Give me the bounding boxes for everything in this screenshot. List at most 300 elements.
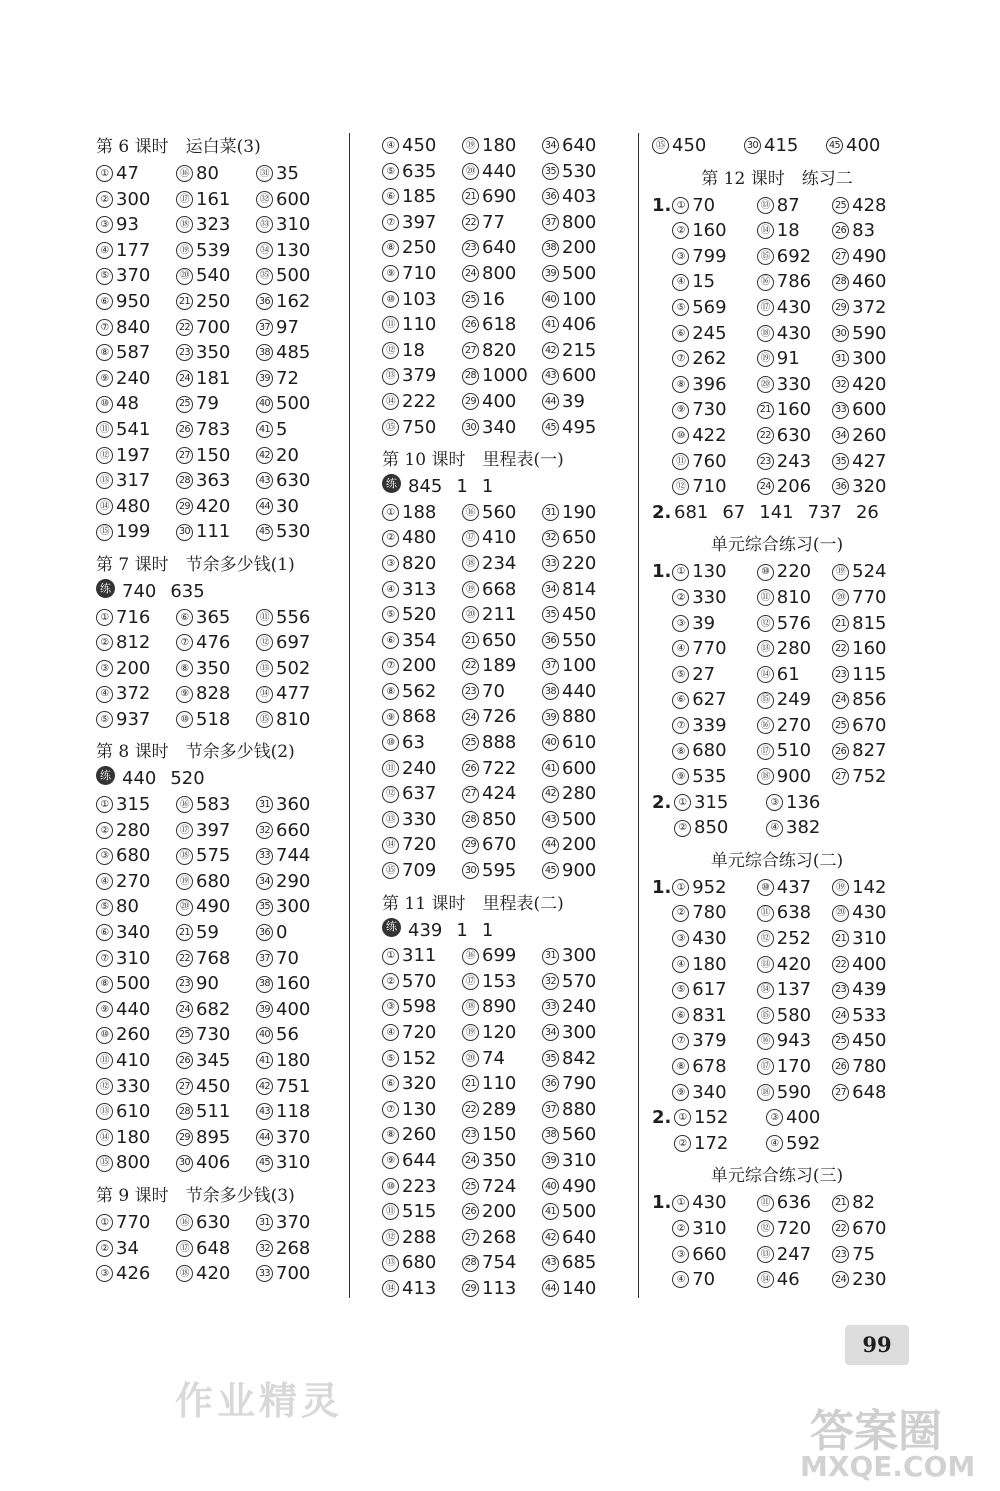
answer-value: 815 (852, 612, 887, 634)
item-number: ⑭ (96, 498, 113, 515)
answer-cell (832, 1267, 902, 1293)
answer-cell (176, 630, 256, 656)
answer-cell (176, 1074, 256, 1100)
answer-value: 290 (276, 870, 311, 892)
answer-row (652, 133, 902, 159)
answer-row (652, 815, 902, 841)
answer-cell (176, 946, 256, 972)
question-number (652, 372, 672, 398)
item-number: ④ (672, 274, 689, 291)
answer-value: 752 (852, 766, 887, 788)
answer-value: 790 (562, 1073, 597, 1095)
answer-cell (256, 315, 326, 341)
item-number: 29 (176, 1129, 193, 1146)
answer-row (96, 238, 326, 264)
answer-value: 142 (852, 876, 887, 898)
item-number: 23 (462, 1127, 479, 1144)
answer-cell (462, 159, 542, 185)
answer-value: 310 (692, 1217, 727, 1239)
item-number: 22 (832, 1220, 849, 1237)
question-number (652, 218, 672, 244)
answer-cell (176, 1261, 256, 1287)
answer-row (382, 389, 612, 415)
answer-cell (382, 338, 462, 364)
answer-row (96, 946, 326, 972)
item-number: ⑬ (757, 640, 774, 657)
answer-value: 26 (855, 501, 879, 523)
answer-cell (757, 397, 832, 423)
item-number: ⑱ (462, 555, 479, 572)
answer-value: 340 (482, 416, 517, 438)
answer-value: 943 (776, 1030, 812, 1052)
answer-cell (542, 1250, 612, 1276)
answer-value: 720 (402, 834, 437, 856)
answer-value: 270 (116, 870, 151, 892)
answer-cell (256, 391, 326, 417)
item-number: ⑨ (382, 709, 399, 726)
answer-row (382, 756, 612, 782)
answer-row (96, 1125, 326, 1151)
answer-value: 800 (116, 1152, 151, 1174)
answer-cell (832, 559, 902, 585)
item-number: ⑪ (757, 905, 774, 922)
answer-cell (832, 738, 902, 764)
answer-value: 249 (776, 689, 812, 711)
answer-value: 270 (776, 714, 812, 736)
answer-value: 490 (562, 1175, 597, 1197)
answer-value: 153 (482, 970, 517, 992)
answer-cell (96, 1048, 176, 1074)
answer-value: 75 (852, 1243, 876, 1265)
answer-value: 200 (116, 657, 151, 679)
item-number: 27 (176, 447, 193, 464)
answer-value: 360 (276, 794, 311, 816)
answer-value: 18 (402, 339, 425, 361)
item-number: ⑫ (672, 478, 689, 495)
answer-value: 410 (116, 1050, 151, 1071)
item-number: 29 (176, 498, 193, 515)
answer-cell (176, 920, 256, 946)
answer-cell (672, 474, 757, 500)
answer-cell (757, 611, 832, 637)
answer-value: 786 (776, 271, 812, 293)
item-number: ② (96, 1240, 113, 1257)
item-number: 33 (542, 555, 559, 572)
answer-value: 130 (276, 239, 311, 261)
answer-cell (826, 133, 902, 159)
answer-cell (176, 289, 256, 315)
answer-value: 379 (402, 365, 437, 387)
answer-value: 937 (116, 708, 151, 730)
item-number: 21 (832, 1195, 849, 1212)
item-number: 35 (832, 453, 849, 470)
item-number: 23 (832, 666, 849, 683)
item-number: ⑱ (757, 325, 774, 342)
answer-cell (832, 1216, 902, 1242)
answer-row (382, 807, 612, 833)
answer-cell (176, 161, 256, 187)
item-number: ⑧ (382, 683, 399, 700)
answer-cell (96, 1074, 176, 1100)
answer-value: 569 (692, 296, 727, 318)
item-number: 26 (462, 316, 479, 333)
answer-value: 670 (852, 1217, 887, 1239)
answer-cell (256, 1099, 326, 1125)
answer-cell (382, 363, 462, 389)
answer-value: 372 (116, 683, 151, 705)
answer-row (382, 994, 612, 1020)
answer-value: 770 (852, 586, 887, 608)
item-number: ⑰ (462, 530, 479, 547)
answer-value: 430 (692, 928, 727, 950)
answer-cell (382, 807, 462, 833)
answer-value: 400 (786, 1107, 821, 1129)
answer-row (96, 212, 326, 238)
answer-value: 340 (692, 1081, 727, 1103)
answer-cell (176, 707, 256, 733)
answer-cell (542, 943, 612, 969)
item-number: 25 (832, 1033, 849, 1050)
item-number: 21 (462, 632, 479, 649)
answer-cell (96, 1150, 176, 1176)
answer-row (96, 443, 326, 469)
answer-value: 74 (482, 1047, 505, 1069)
answer-row (96, 1236, 326, 1262)
item-number: 39 (542, 1152, 559, 1169)
item-number: ② (382, 973, 399, 990)
answer-cell (176, 894, 256, 920)
item-number: ⑪ (757, 1195, 774, 1212)
answer-value: 426 (116, 1263, 151, 1285)
answer-cell (96, 1210, 176, 1236)
answer-value: 289 (482, 1098, 517, 1120)
answer-cell (256, 289, 326, 315)
answer-value: 636 (776, 1192, 812, 1214)
answer-value: 311 (402, 945, 437, 967)
item-number: 37 (542, 658, 559, 675)
practice-icon: 练 (96, 579, 115, 598)
item-number: ⑧ (96, 344, 113, 361)
item-number: ⑬ (256, 660, 273, 677)
item-number: ① (672, 1195, 689, 1212)
answer-value: 63 (402, 732, 425, 754)
item-number: 45 (542, 419, 559, 436)
answer-value: 59 (196, 922, 219, 944)
item-number: 26 (832, 222, 849, 239)
section-title: 第 7 课时 节余多少钱(1) (96, 554, 295, 575)
answer-value: 630 (196, 1211, 231, 1233)
answer-cell (672, 713, 757, 739)
item-number: ⑬ (757, 197, 774, 214)
item-number: ① (96, 165, 113, 182)
answer-cell (672, 559, 757, 585)
item-number: 33 (256, 1265, 273, 1282)
answer-value: 220 (776, 561, 812, 583)
item-number: ① (672, 564, 689, 581)
answer-value: 323 (196, 214, 231, 236)
answer-value: 678 (692, 1056, 727, 1077)
answer-value: 490 (852, 245, 887, 267)
item-number: 21 (832, 615, 849, 632)
answer-cell (176, 315, 256, 341)
item-number: ⑲ (462, 1024, 479, 1041)
answer-cell (462, 679, 542, 705)
answer-value: 317 (116, 470, 151, 492)
item-number: ⑲ (832, 564, 849, 581)
answer-cell (757, 346, 832, 372)
practice-icon: 练 (96, 766, 115, 785)
answer-row (382, 1250, 612, 1276)
watermark: 答案圈 (810, 1406, 942, 1457)
answer-value: 682 (196, 998, 231, 1020)
answer-value: 18 (776, 220, 800, 242)
answer-cell (382, 1276, 462, 1302)
answer-value: 480 (116, 495, 151, 517)
answer-cell (256, 519, 326, 545)
answer-cell (462, 363, 542, 389)
item-number: ② (672, 905, 689, 922)
item-number: ⑧ (176, 660, 193, 677)
answer-cell (462, 628, 542, 654)
answer-row (382, 1174, 612, 1200)
item-number: ⑩ (382, 734, 399, 751)
answer-row (382, 679, 612, 705)
answer-value: 365 (196, 606, 231, 628)
answer-row (652, 1105, 902, 1131)
answer-value: 952 (692, 876, 727, 898)
answer-value: 160 (776, 399, 812, 421)
answer-value: 699 (482, 945, 517, 967)
answer-cell (256, 818, 326, 844)
item-number: ⑫ (382, 1229, 399, 1246)
item-number: ⑳ (757, 376, 774, 393)
answer-value: 726 (482, 706, 517, 728)
answer-value: 710 (692, 476, 727, 498)
answer-value: 524 (852, 561, 887, 583)
item-number: 31 (832, 350, 849, 367)
answer-value: 730 (196, 1024, 231, 1046)
answer-cell (96, 391, 176, 417)
item-number: ⑥ (176, 609, 193, 626)
item-number: 35 (542, 1050, 559, 1067)
answer-cell (462, 577, 542, 603)
answer-value: 888 (482, 732, 517, 754)
answer-row (96, 818, 326, 844)
answer-cell (542, 577, 612, 603)
answer-cell (672, 346, 757, 372)
answer-cell (96, 818, 176, 844)
answer-value: 587 (116, 342, 151, 364)
answer-cell (382, 133, 462, 159)
item-number: 29 (462, 837, 479, 854)
answer-cell (256, 1261, 326, 1287)
answer-value: 750 (402, 416, 437, 438)
answer-row (382, 133, 612, 159)
item-number: 38 (542, 1127, 559, 1144)
answer-value: 370 (116, 265, 151, 287)
item-number: ⑦ (176, 634, 193, 651)
answer-cell (96, 707, 176, 733)
answer-row (382, 210, 612, 236)
answer-row (382, 969, 612, 995)
answer-value: 141 (759, 501, 794, 523)
answer-cell (542, 415, 612, 441)
item-number: 25 (176, 1027, 193, 1044)
answer-cell (462, 415, 542, 441)
answer-value: 720 (776, 1217, 812, 1239)
answer-value: 190 (562, 501, 597, 523)
item-number: ⑳ (176, 268, 193, 285)
answer-value: 814 (562, 578, 597, 600)
answer-cell (96, 238, 176, 264)
answer-row (652, 449, 902, 475)
answer-row (96, 187, 326, 213)
answer-value: 180 (116, 1126, 151, 1148)
answer-row (96, 494, 326, 520)
item-number: 27 (832, 248, 849, 265)
item-number: 40 (542, 734, 559, 751)
answer-cell (757, 295, 832, 321)
answer-cell (462, 756, 542, 782)
answer-value: 660 (692, 1243, 727, 1265)
answer-value: 310 (562, 1149, 597, 1171)
answer-cell (96, 894, 176, 920)
answer-cell (832, 764, 902, 790)
answer-value: 430 (852, 902, 887, 924)
section-title: 第 10 课时 里程表(一) (382, 450, 564, 471)
answer-value: 670 (482, 834, 517, 856)
item-number: ⑭ (96, 1129, 113, 1146)
answer-cell (542, 210, 612, 236)
answer-value: 681 (674, 501, 709, 523)
item-number: ⑬ (96, 1103, 113, 1120)
item-number: ⑪ (757, 589, 774, 606)
item-number: ⑮ (757, 692, 774, 709)
answer-cell (542, 500, 612, 526)
item-number: 24 (757, 478, 774, 495)
answer-value: 880 (562, 1098, 597, 1120)
item-number: ⑯ (757, 717, 774, 734)
answer-value: 600 (562, 757, 597, 779)
answer-value: 520 (402, 604, 437, 626)
answer-value: 211 (482, 604, 517, 626)
item-number: ⑦ (96, 950, 113, 967)
answer-cell (176, 238, 256, 264)
item-number: ⑨ (672, 1084, 689, 1101)
answer-row (96, 417, 326, 443)
item-number: 23 (462, 240, 479, 257)
answer-value: 610 (116, 1101, 151, 1123)
answer-cell (757, 1003, 832, 1029)
answer-value: 118 (276, 1101, 311, 1123)
item-number: ⑯ (176, 796, 193, 813)
item-number: 41 (542, 316, 559, 333)
practice-answer: 439 (408, 919, 443, 941)
answer-cell (462, 133, 542, 159)
item-number: 33 (542, 999, 559, 1016)
answer-value: 400 (846, 135, 881, 156)
answer-value: 77 (482, 211, 505, 233)
item-number: 44 (542, 1280, 559, 1297)
answer-value: 799 (692, 245, 727, 267)
answer-value: 440 (482, 160, 517, 182)
answer-cell (462, 389, 542, 415)
answer-value: 382 (786, 817, 821, 839)
answer-cell (96, 605, 176, 631)
answer-value: 82 (852, 1192, 876, 1214)
answer-row (382, 551, 612, 577)
answer-value: 640 (482, 237, 517, 259)
item-number: 37 (542, 214, 559, 231)
answer-row (382, 781, 612, 807)
answer-value: 245 (692, 322, 727, 344)
answer-value: 130 (692, 561, 727, 583)
item-number: 28 (462, 1255, 479, 1272)
item-number: ⑪ (96, 1052, 113, 1069)
item-number: ⑬ (757, 1246, 774, 1263)
answer-value: 330 (692, 586, 727, 608)
answer-value: 243 (776, 450, 812, 472)
item-number: ⑧ (382, 1127, 399, 1144)
item-number: ㉞ (256, 242, 273, 259)
answer-cell (382, 628, 462, 654)
answer-cell (462, 858, 542, 884)
answer-value: 80 (196, 163, 219, 184)
answer-cell (176, 519, 256, 545)
answer-cell (96, 443, 176, 469)
answer-cell (674, 815, 766, 841)
item-number: 40 (256, 396, 273, 413)
answer-row (96, 340, 326, 366)
answer-row (382, 184, 612, 210)
item-number: 21 (176, 924, 193, 941)
item-number: ③ (672, 615, 689, 632)
answer-value: 240 (562, 996, 597, 1018)
item-number: 41 (256, 421, 273, 438)
answer-cell (542, 1046, 612, 1072)
question-number: 2. (652, 791, 672, 813)
item-number: ⑤ (96, 711, 113, 728)
answer-cell (757, 738, 832, 764)
answer-cell (176, 366, 256, 392)
item-number: ② (96, 191, 113, 208)
answer-value: 16 (482, 288, 505, 310)
answer-cell (96, 1022, 176, 1048)
answer-cell (462, 730, 542, 756)
answer-cell (256, 263, 326, 289)
answer-cell (674, 1105, 766, 1131)
answer-column-2 (382, 133, 612, 1302)
answer-cell (256, 792, 326, 818)
answer-cell (176, 212, 256, 238)
answer-cell (542, 756, 612, 782)
item-number: 22 (176, 319, 193, 336)
answer-row (382, 415, 612, 441)
answer-value: 150 (482, 1124, 517, 1146)
answer-cell (176, 869, 256, 895)
answer-cell (96, 161, 176, 187)
item-number: 25 (462, 1178, 479, 1195)
item-number: 25 (176, 396, 193, 413)
question-number (652, 346, 672, 372)
item-number: ⑯ (462, 948, 479, 965)
item-number: ⑤ (382, 163, 399, 180)
answer-row (382, 312, 612, 338)
answer-cell (256, 494, 326, 520)
answer-value: 630 (776, 424, 812, 446)
answer-value: 330 (776, 373, 812, 395)
answer-cell (542, 1199, 612, 1225)
